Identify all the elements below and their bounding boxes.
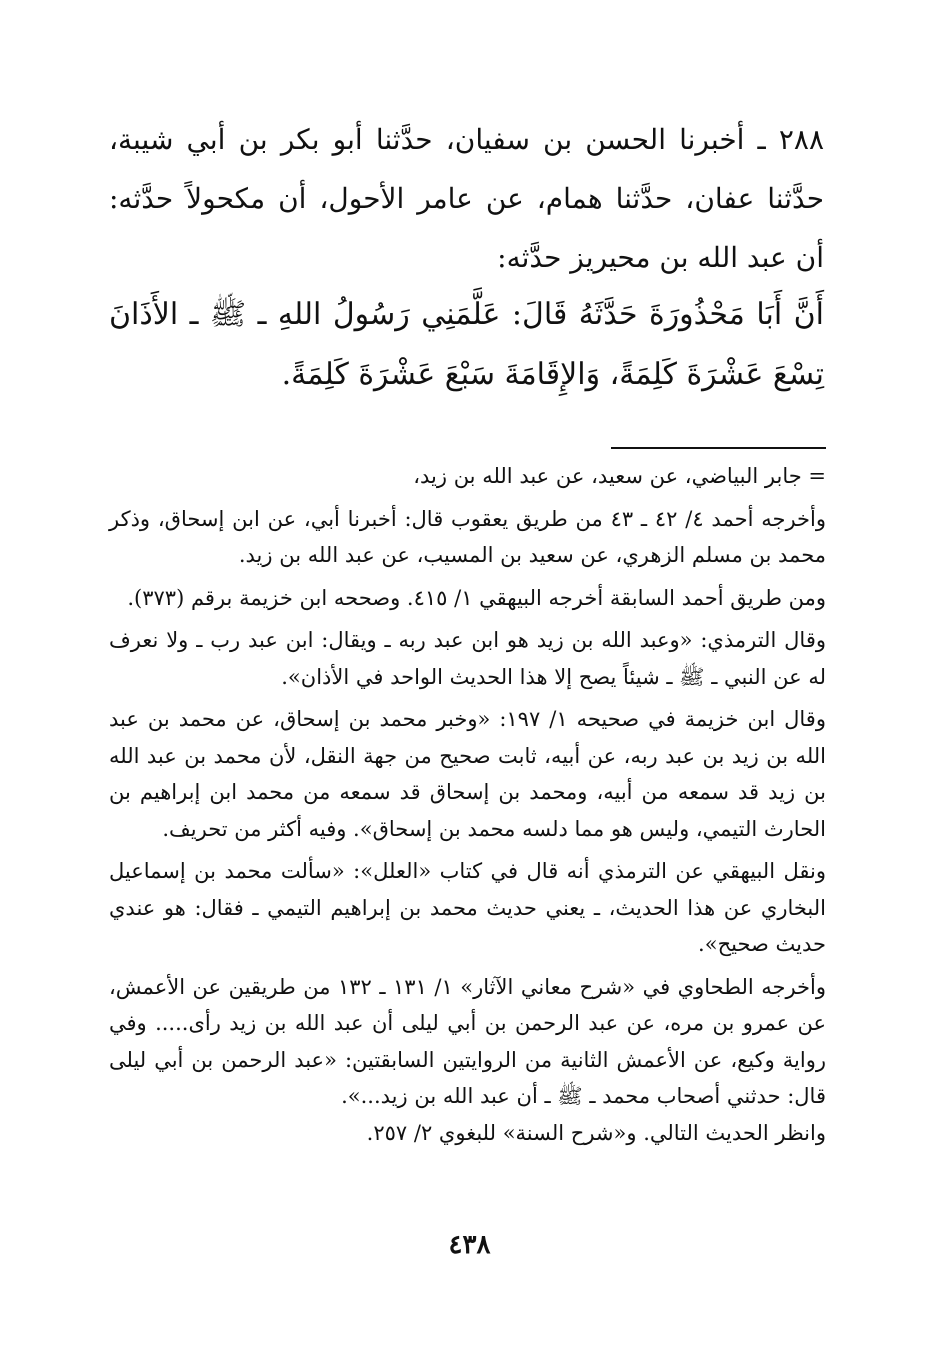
footnote-paragraph: وانظر الحديث التالي. و«شرح السنة» للبغوي ٢/ ٢٥٧. — [366, 1120, 826, 1145]
isnad-paragraph — [109, 110, 824, 287]
footnote-paragraph: وقال ابن خزيمة في صحيحه ١/ ١٩٧: «وخبر محمد بن إسحاق، عن محمد بن عبد الله بن زيد بن عبد ربه، عن أبيه، ثابت صحيح من جهة النقل، لأن محمد بن عبد الله بن زيد قد سمعه من أبيه، ومحمد بن إسحاق قد سمعه من محمد ابن إبراهيم بن الحارث التيمي، وليس هو مما دلسه محمد بن إسحاق». وفيه أكثر من تحريف. — [109, 707, 826, 841]
footnote-paragraph: وأخرجه أحمد ٤/ ٤٢ ـ ٤٣ من طريق يعقوب قال: أخبرنا أبي، عن ابن إسحاق، وذكر محمد بن مسلم الزهري، عن سعيد بن المسيب، عن عبد الله بن زيد. — [109, 506, 826, 567]
footnote-paragraph: ومن طريق أحمد السابقة أخرجه البيهقي ١/ ٤١٥. وصححه ابن خزيمة برقم (٣٧٣). — [127, 585, 826, 610]
hadith-paragraph — [109, 285, 824, 405]
page-number: ٤٣٨ — [448, 1230, 491, 1260]
footnote-paragraph: وقال الترمذي: «وعبد الله بن زيد هو ابن عبد ربه ـ ويقال: ابن عبد رب ـ ولا نعرف له عن النبي ـ ﷺ ـ شيئاً يصح إلا هذا الحديث الواحد في الأذان». — [109, 628, 826, 689]
isnad-text: ٢٨٨ ـ أخبرنا الحسن بن سفيان، حدَّثنا أبو بكر بن أبي شيبة، حدَّثنا عفان، حدَّثنا همام، عن عامر الأحول، أن مكحولاً حدَّثه: أن عبد الله بن محيريز حدَّثه: — [109, 123, 824, 274]
footnote-separator — [611, 447, 826, 449]
footnotes-section — [109, 458, 826, 1151]
footnote-paragraph: وأخرجه الطحاوي في «شرح معاني الآثار» ١/ ١٣١ ـ ١٣٢ من طريقين عن الأعمش، عن عمرو بن مره، عن عبد الرحمن بن أبي ليلى أن عبد الله بن زيد رأى..... وفي رواية وكيع، عن الأعمش الثانية من الروايتين السابقتين: «عبد الرحمن بن أبي ليلى قال: حدثني أصحاب محمد ـ ﷺ ـ أن عبد الله بن زيد...». — [109, 974, 826, 1108]
footnote-paragraph: ونقل البيهقي عن الترمذي أنه قال في كتاب «العلل»: «سألت محمد بن إسماعيل البخاري عن هذا الحديث، ـ يعني حديث محمد بن إبراهيم التيمي ـ فقال: هو عندي حديث صحيح». — [109, 859, 826, 956]
footnote-continuation: = جابر البياضي، عن سعيد، عن عبد الله بن زيد، — [413, 464, 826, 488]
hadith-text: أَنَّ أَبَا مَحْذُورَةَ حَدَّثَهُ قَالَ: عَلَّمَنِي رَسُولُ اللهِ ـ ﷺ ـ الأَذَانَ تِسْعَ عَشْرَةَ كَلِمَةً، وَالإِقَامَةَ سَبْعَ عَشْرَةَ كَلِمَةً. — [109, 297, 824, 392]
